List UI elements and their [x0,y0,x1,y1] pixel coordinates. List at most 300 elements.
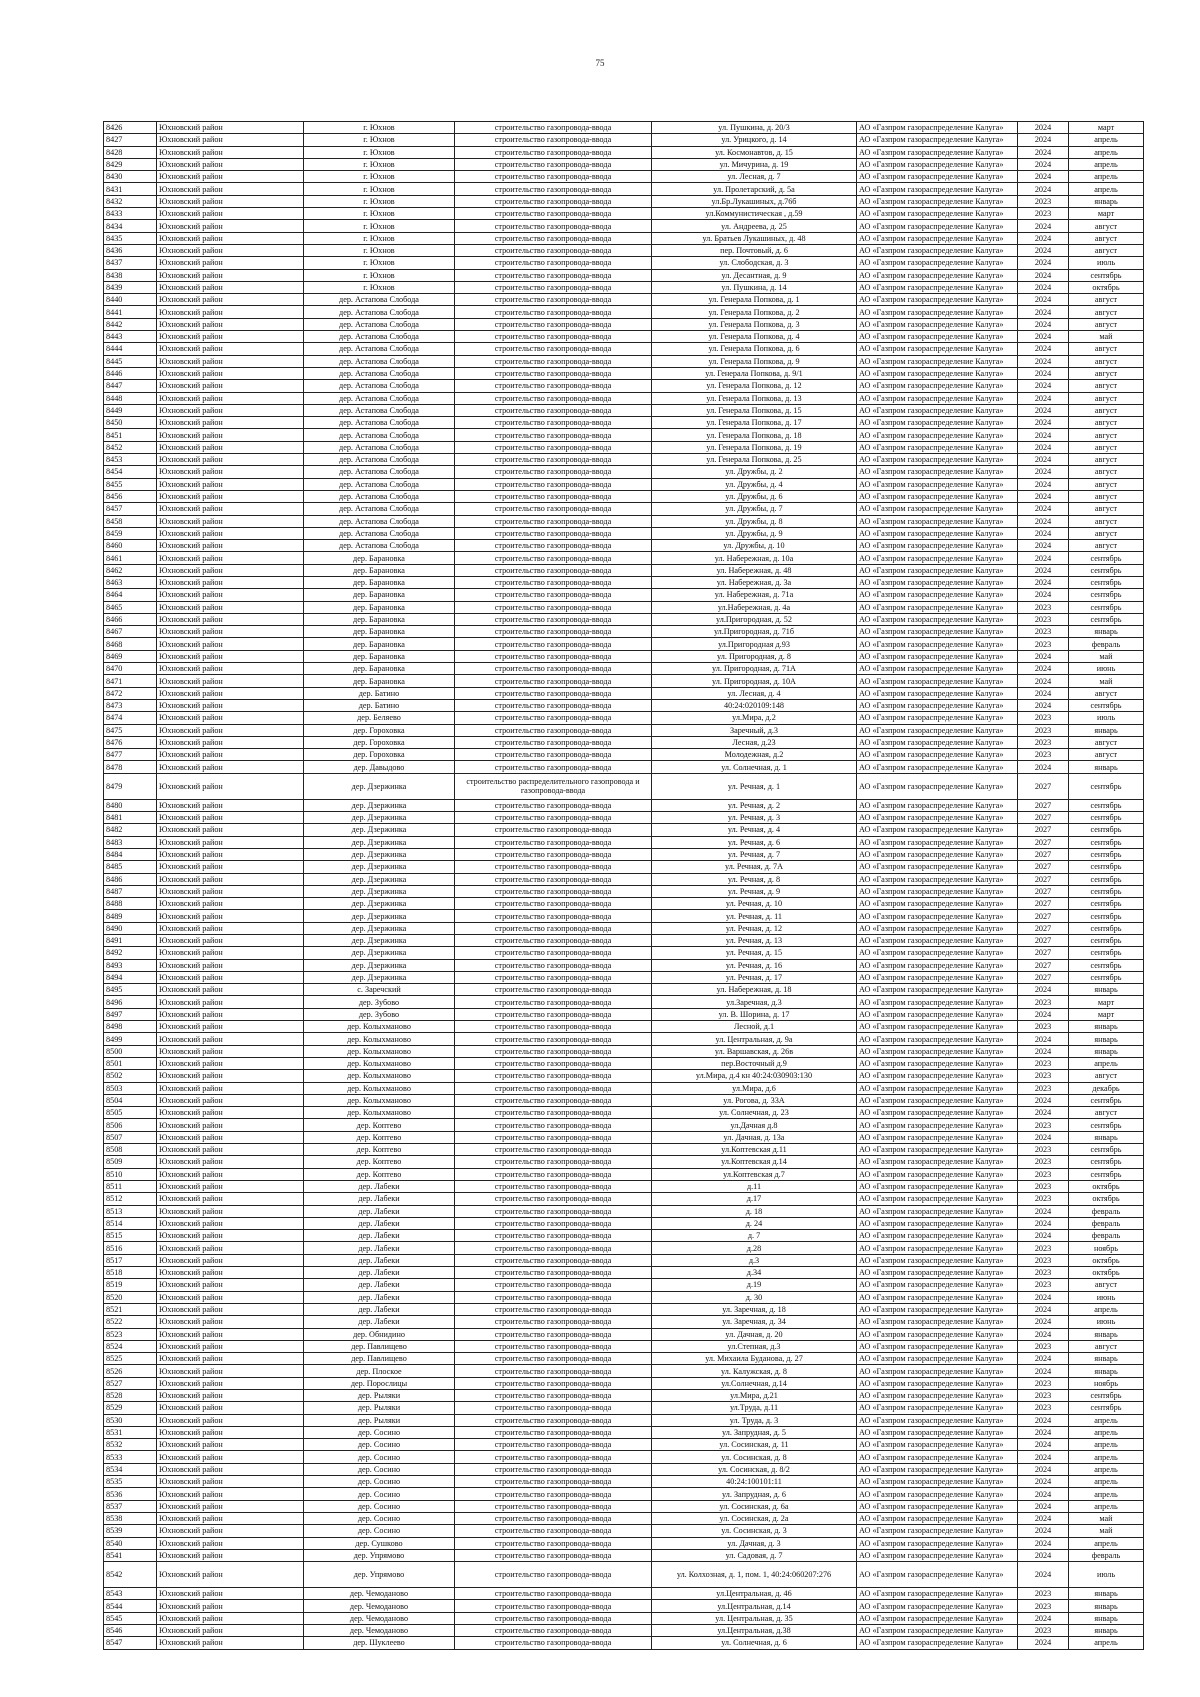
locality-cell: дер. Чемоданово [304,1612,455,1624]
year-cell: 2027 [1018,861,1069,873]
row-number: 8497 [104,1008,157,1020]
table-row [104,1230,1144,1242]
year-cell: 2024 [1018,232,1069,244]
district-cell: Юхновский район [157,343,304,355]
row-number: 8467 [104,626,157,638]
address-cell: 40:24:100101:11 [652,1476,857,1488]
address-cell: ул. Центральная, д. 9а [652,1033,857,1045]
district-cell: Юхновский район [157,564,304,576]
locality-cell: г. Юхнов [304,244,455,256]
locality-cell: г. Юхнов [304,134,455,146]
work-type-cell: строительство газопровода-ввода [455,1144,652,1156]
work-type-cell: строительство газопровода-ввода [455,1625,652,1637]
organization-cell: АО «Газпром газораспределение Калуга» [857,910,1018,922]
organization-cell: АО «Газпром газораспределение Калуга» [857,675,1018,687]
work-type-cell: строительство газопровода-ввода [455,503,652,515]
month-cell: август [1069,294,1144,306]
address-cell: ул. Речная, д. 7 [652,848,857,860]
locality-cell: дер. Лабеки [304,1193,455,1205]
locality-cell: дер. Астапова Слобода [304,331,455,343]
year-cell: 2027 [1018,773,1069,799]
work-type-cell: строительство газопровода-ввода [455,367,652,379]
month-cell: август [1069,244,1144,256]
row-number: 8545 [104,1612,157,1624]
district-cell: Юхновский район [157,873,304,885]
organization-cell: АО «Газпром газораспределение Калуга» [857,564,1018,576]
work-type-cell: строительство газопровода-ввода [455,663,652,675]
address-cell: ул. Генерала Попкова, д. 15 [652,404,857,416]
locality-cell: дер. Барановка [304,650,455,662]
organization-cell: АО «Газпром газораспределение Калуга» [857,836,1018,848]
work-type-cell: строительство газопровода-ввода [455,318,652,330]
year-cell: 2027 [1018,959,1069,971]
organization-cell: АО «Газпром газораспределение Калуга» [857,576,1018,588]
locality-cell: дер. Порослицы [304,1377,455,1389]
month-cell: август [1069,736,1144,748]
district-cell: Юхновский район [157,773,304,799]
month-cell: сентябрь [1069,861,1144,873]
year-cell: 2024 [1018,490,1069,502]
work-type-cell: строительство газопровода-ввода [455,848,652,860]
work-type-cell: строительство газопровода-ввода [455,1217,652,1229]
locality-cell: дер. Колыхманово [304,1107,455,1119]
row-number: 8483 [104,836,157,848]
work-type-cell: строительство газопровода-ввода [455,343,652,355]
district-cell: Юхновский район [157,269,304,281]
month-cell: сентябрь [1069,910,1144,922]
table-row [104,503,1144,515]
month-cell: апрель [1069,134,1144,146]
locality-cell: дер. Упрямово [304,1562,455,1588]
month-cell: январь [1069,1600,1144,1612]
month-cell: сентябрь [1069,613,1144,625]
year-cell: 2023 [1018,208,1069,220]
year-cell: 2024 [1018,454,1069,466]
district-cell: Юхновский район [157,675,304,687]
row-number: 8447 [104,380,157,392]
address-cell: ул. Пролетарский, д. 5а [652,183,857,195]
month-cell: сентябрь [1069,971,1144,983]
locality-cell: дер. Астапова Слобода [304,343,455,355]
month-cell: август [1069,1070,1144,1082]
address-cell: ул. Андреева, д. 25 [652,220,857,232]
address-cell: Лесной, д.1 [652,1021,857,1033]
district-cell: Юхновский район [157,1612,304,1624]
organization-cell: АО «Газпром газораспределение Калуга» [857,1512,1018,1524]
table-row [104,1144,1144,1156]
district-cell: Юхновский район [157,1625,304,1637]
locality-cell: дер. Обнидино [304,1328,455,1340]
row-number: 8505 [104,1107,157,1119]
row-number: 8512 [104,1193,157,1205]
work-type-cell: строительство газопровода-ввода [455,171,652,183]
work-type-cell: строительство газопровода-ввода [455,1476,652,1488]
organization-cell: АО «Газпром газораспределение Калуга» [857,1426,1018,1438]
organization-cell: АО «Газпром газораспределение Калуга» [857,1254,1018,1266]
year-cell: 2023 [1018,1254,1069,1266]
organization-cell: АО «Газпром газораспределение Калуга» [857,515,1018,527]
address-cell: ул. Набережная, д. 71а [652,589,857,601]
month-cell: сентябрь [1069,1119,1144,1131]
row-number: 8496 [104,996,157,1008]
table-row [104,552,1144,564]
work-type-cell: строительство газопровода-ввода [455,1500,652,1512]
table-row [104,171,1144,183]
page-number: 75 [595,58,605,68]
month-cell: апрель [1069,171,1144,183]
row-number: 8437 [104,257,157,269]
work-type-cell: строительство газопровода-ввода [455,799,652,811]
table-row [104,971,1144,983]
year-cell: 2023 [1018,1588,1069,1600]
year-cell: 2024 [1018,429,1069,441]
month-cell: август [1069,343,1144,355]
district-cell: Юхновский район [157,257,304,269]
month-cell: ноябрь [1069,1377,1144,1389]
row-number: 8527 [104,1377,157,1389]
month-cell: август [1069,441,1144,453]
work-type-cell: строительство газопровода-ввода [455,1156,652,1168]
address-cell: ул. Дружбы, д. 6 [652,490,857,502]
address-cell: ул. Речная, д. 2 [652,799,857,811]
address-cell: ул. Солнечная, д. 23 [652,1107,857,1119]
work-type-cell: строительство газопровода-ввода [455,220,652,232]
organization-cell: АО «Газпром газораспределение Калуга» [857,318,1018,330]
locality-cell: г. Юхнов [304,122,455,134]
row-number: 8471 [104,675,157,687]
organization-cell: АО «Газпром газораспределение Калуга» [857,1612,1018,1624]
year-cell: 2023 [1018,1168,1069,1180]
row-number: 8472 [104,687,157,699]
month-cell: сентябрь [1069,552,1144,564]
table-row [104,749,1144,761]
month-cell: август [1069,232,1144,244]
table-row [104,257,1144,269]
row-number: 8436 [104,244,157,256]
row-number: 8490 [104,922,157,934]
work-type-cell: строительство газопровода-ввода [455,1070,652,1082]
organization-cell: АО «Газпром газораспределение Калуга» [857,146,1018,158]
month-cell: сентябрь [1069,699,1144,711]
year-cell: 2024 [1018,1476,1069,1488]
row-number: 8470 [104,663,157,675]
locality-cell: дер. Сушково [304,1537,455,1549]
table-row [104,392,1144,404]
locality-cell: дер. Дзержинка [304,947,455,959]
row-number: 8426 [104,122,157,134]
organization-cell: АО «Газпром газораспределение Калуга» [857,812,1018,824]
address-cell: ул. Десантная, д. 9 [652,269,857,281]
table-row [104,799,1144,811]
organization-cell: АО «Газпром газораспределение Калуга» [857,1279,1018,1291]
month-cell: сентябрь [1069,799,1144,811]
table-row [104,454,1144,466]
organization-cell: АО «Газпром газораспределение Калуга» [857,663,1018,675]
row-number: 8455 [104,478,157,490]
address-cell: ул. Генерала Попкова, д. 2 [652,306,857,318]
month-cell: август [1069,1340,1144,1352]
work-type-cell: строительство газопровода-ввода [455,576,652,588]
locality-cell: дер. Дзержинка [304,885,455,897]
work-type-cell: строительство газопровода-ввода [455,490,652,502]
address-cell: ул.Коптевская д.11 [652,1144,857,1156]
district-cell: Юхновский район [157,984,304,996]
work-type-cell: строительство газопровода-ввода [455,1414,652,1426]
work-type-cell: строительство газопровода-ввода [455,404,652,416]
row-number: 8488 [104,898,157,910]
year-cell: 2024 [1018,1131,1069,1143]
district-cell: Юхновский район [157,1193,304,1205]
address-cell: ул.Мира, д.4 кн 40:24:030903:130 [652,1070,857,1082]
work-type-cell: строительство газопровода-ввода [455,699,652,711]
locality-cell: дер. Дзержинка [304,922,455,934]
month-cell: октябрь [1069,1193,1144,1205]
work-type-cell: строительство газопровода-ввода [455,1512,652,1524]
address-cell: ул. Дачная, д. 3 [652,1537,857,1549]
year-cell: 2023 [1018,1625,1069,1637]
address-cell: ул.Коптевская д.7 [652,1168,857,1180]
organization-cell: АО «Газпром газораспределение Калуга» [857,478,1018,490]
year-cell: 2027 [1018,947,1069,959]
district-cell: Юхновский район [157,1488,304,1500]
organization-cell: АО «Газпром газораспределение Калуга» [857,404,1018,416]
district-cell: Юхновский район [157,478,304,490]
row-number: 8546 [104,1625,157,1637]
table-row [104,1612,1144,1624]
address-cell: ул. Калужская, д. 8 [652,1365,857,1377]
organization-cell: АО «Газпром газораспределение Калуга» [857,1303,1018,1315]
address-cell: ул. Речная, д. 16 [652,959,857,971]
address-cell: ул. Сосинская, д. 3 [652,1525,857,1537]
table-row [104,1156,1144,1168]
month-cell: июль [1069,257,1144,269]
district-cell: Юхновский район [157,1131,304,1143]
organization-cell: АО «Газпром газораспределение Калуга» [857,885,1018,897]
work-type-cell: строительство газопровода-ввода [455,1119,652,1131]
work-type-cell: строительство газопровода-ввода [455,1328,652,1340]
year-cell: 2024 [1018,761,1069,773]
locality-cell: дер. Колыхманово [304,1033,455,1045]
table-row [104,1021,1144,1033]
year-cell: 2023 [1018,996,1069,1008]
row-number: 8432 [104,195,157,207]
locality-cell: дер. Колыхманово [304,1057,455,1069]
year-cell: 2023 [1018,1144,1069,1156]
year-cell: 2027 [1018,898,1069,910]
work-type-cell: строительство газопровода-ввода [455,996,652,1008]
table-row [104,1637,1144,1649]
organization-cell: АО «Газпром газораспределение Калуга» [857,1340,1018,1352]
district-cell: Юхновский район [157,1562,304,1588]
row-number: 8538 [104,1512,157,1524]
year-cell: 2027 [1018,885,1069,897]
locality-cell: дер. Барановка [304,613,455,625]
locality-cell: дер. Батино [304,687,455,699]
locality-cell: дер. Коптево [304,1156,455,1168]
address-cell: ул. Генерала Попкова, д. 17 [652,417,857,429]
year-cell: 2027 [1018,812,1069,824]
row-number: 8521 [104,1303,157,1315]
year-cell: 2024 [1018,515,1069,527]
table-row [104,466,1144,478]
district-cell: Юхновский район [157,861,304,873]
month-cell: апрель [1069,1451,1144,1463]
district-cell: Юхновский район [157,1439,304,1451]
locality-cell: дер. Колыхманово [304,1070,455,1082]
month-cell: август [1069,515,1144,527]
table-row [104,232,1144,244]
table-row [104,922,1144,934]
district-cell: Юхновский район [157,1254,304,1266]
row-number: 8543 [104,1588,157,1600]
row-number: 8482 [104,824,157,836]
district-cell: Юхновский район [157,1512,304,1524]
row-number: 8480 [104,799,157,811]
month-cell: октябрь [1069,281,1144,293]
district-cell: Юхновский район [157,429,304,441]
work-type-cell: строительство газопровода-ввода [455,1082,652,1094]
year-cell: 2023 [1018,1377,1069,1389]
table-row [104,158,1144,170]
work-type-cell: строительство газопровода-ввода [455,417,652,429]
locality-cell: дер. Астапова Слобода [304,318,455,330]
locality-cell: дер. Колыхманово [304,1094,455,1106]
district-cell: Юхновский район [157,910,304,922]
work-type-cell: строительство газопровода-ввода [455,1045,652,1057]
work-type-cell: строительство газопровода-ввода [455,861,652,873]
month-cell: май [1069,331,1144,343]
address-cell: д.19 [652,1279,857,1291]
table-row [104,638,1144,650]
district-cell: Юхновский район [157,650,304,662]
work-type-cell: строительство газопровода-ввода [455,1365,652,1377]
address-cell: ул.Центральная, д.14 [652,1600,857,1612]
organization-cell: АО «Газпром газораспределение Калуга» [857,1500,1018,1512]
address-cell: ул. Лесная, д. 7 [652,171,857,183]
locality-cell: дер. Астапова Слобода [304,527,455,539]
work-type-cell: строительство газопровода-ввода [455,158,652,170]
district-cell: Юхновский район [157,1316,304,1328]
district-cell: Юхновский район [157,971,304,983]
work-type-cell: строительство газопровода-ввода [455,454,652,466]
district-cell: Юхновский район [157,171,304,183]
district-cell: Юхновский район [157,281,304,293]
month-cell: сентябрь [1069,1168,1144,1180]
table-row [104,1193,1144,1205]
year-cell: 2023 [1018,1193,1069,1205]
month-cell: февраль [1069,638,1144,650]
organization-cell: АО «Газпром газораспределение Калуга» [857,1119,1018,1131]
organization-cell: АО «Газпром газораспределение Калуга» [857,1205,1018,1217]
district-cell: Юхновский район [157,208,304,220]
month-cell: август [1069,749,1144,761]
work-type-cell: строительство газопровода-ввода [455,601,652,613]
table-row [104,1512,1144,1524]
year-cell: 2024 [1018,1217,1069,1229]
work-type-cell: строительство газопровода-ввода [455,146,652,158]
address-cell: ул. Запрудная, д. 5 [652,1426,857,1438]
district-cell: Юхновский район [157,1377,304,1389]
row-number: 8507 [104,1131,157,1143]
work-type-cell: строительство распределительного газопровода и газопровода-ввода [455,773,652,799]
address-cell: ул.Солнечная, д.14 [652,1377,857,1389]
district-cell: Юхновский район [157,1340,304,1352]
table-row [104,773,1144,799]
organization-cell: АО «Газпром газораспределение Калуга» [857,232,1018,244]
work-type-cell: строительство газопровода-ввода [455,947,652,959]
table-row [104,1303,1144,1315]
month-cell: ноябрь [1069,1242,1144,1254]
district-cell: Юхновский район [157,134,304,146]
work-type-cell: строительство газопровода-ввода [455,1291,652,1303]
month-cell: январь [1069,1365,1144,1377]
address-cell: ул. Космонавтов, д. 15 [652,146,857,158]
row-number: 8510 [104,1168,157,1180]
month-cell: декабрь [1069,1082,1144,1094]
locality-cell: г. Юхнов [304,146,455,158]
month-cell: сентябрь [1069,1144,1144,1156]
address-cell: ул.Пригородная д.93 [652,638,857,650]
year-cell: 2024 [1018,1426,1069,1438]
table-row [104,761,1144,773]
year-cell: 2023 [1018,712,1069,724]
work-type-cell: строительство газопровода-ввода [455,552,652,564]
locality-cell: дер. Барановка [304,552,455,564]
locality-cell: г. Юхнов [304,171,455,183]
table-row [104,515,1144,527]
work-type-cell: строительство газопровода-ввода [455,712,652,724]
organization-cell: АО «Газпром газораспределение Калуга» [857,122,1018,134]
locality-cell: г. Юхнов [304,257,455,269]
row-number: 8451 [104,429,157,441]
month-cell: июнь [1069,1291,1144,1303]
year-cell: 2023 [1018,1389,1069,1401]
year-cell: 2024 [1018,1365,1069,1377]
district-cell: Юхновский район [157,404,304,416]
locality-cell: дер. Астапова Слобода [304,404,455,416]
table-row [104,294,1144,306]
organization-cell: АО «Газпром газораспределение Калуга» [857,392,1018,404]
work-type-cell: строительство газопровода-ввода [455,638,652,650]
district-cell: Юхновский район [157,1168,304,1180]
month-cell: апрель [1069,1414,1144,1426]
table-row [104,1439,1144,1451]
table-row [104,996,1144,1008]
district-cell: Юхновский район [157,1230,304,1242]
row-number: 8485 [104,861,157,873]
row-number: 8537 [104,1500,157,1512]
month-cell: август [1069,490,1144,502]
month-cell: март [1069,122,1144,134]
year-cell: 2023 [1018,1070,1069,1082]
row-number: 8517 [104,1254,157,1266]
address-cell: ул. Речная, д. 7А [652,861,857,873]
locality-cell: дер. Астапова Слобода [304,515,455,527]
locality-cell: дер. Дзержинка [304,773,455,799]
month-cell: март [1069,1008,1144,1020]
row-number: 8431 [104,183,157,195]
address-cell: ул. Заречная, д. 34 [652,1316,857,1328]
table-row [104,1291,1144,1303]
organization-cell: АО «Газпром газораспределение Калуга» [857,380,1018,392]
district-cell: Юхновский район [157,244,304,256]
locality-cell: дер. Астапова Слобода [304,478,455,490]
work-type-cell: строительство газопровода-ввода [455,1377,652,1389]
work-type-cell: строительство газопровода-ввода [455,1021,652,1033]
row-number: 8477 [104,749,157,761]
organization-cell: АО «Газпром газораспределение Калуга» [857,331,1018,343]
row-number: 8468 [104,638,157,650]
